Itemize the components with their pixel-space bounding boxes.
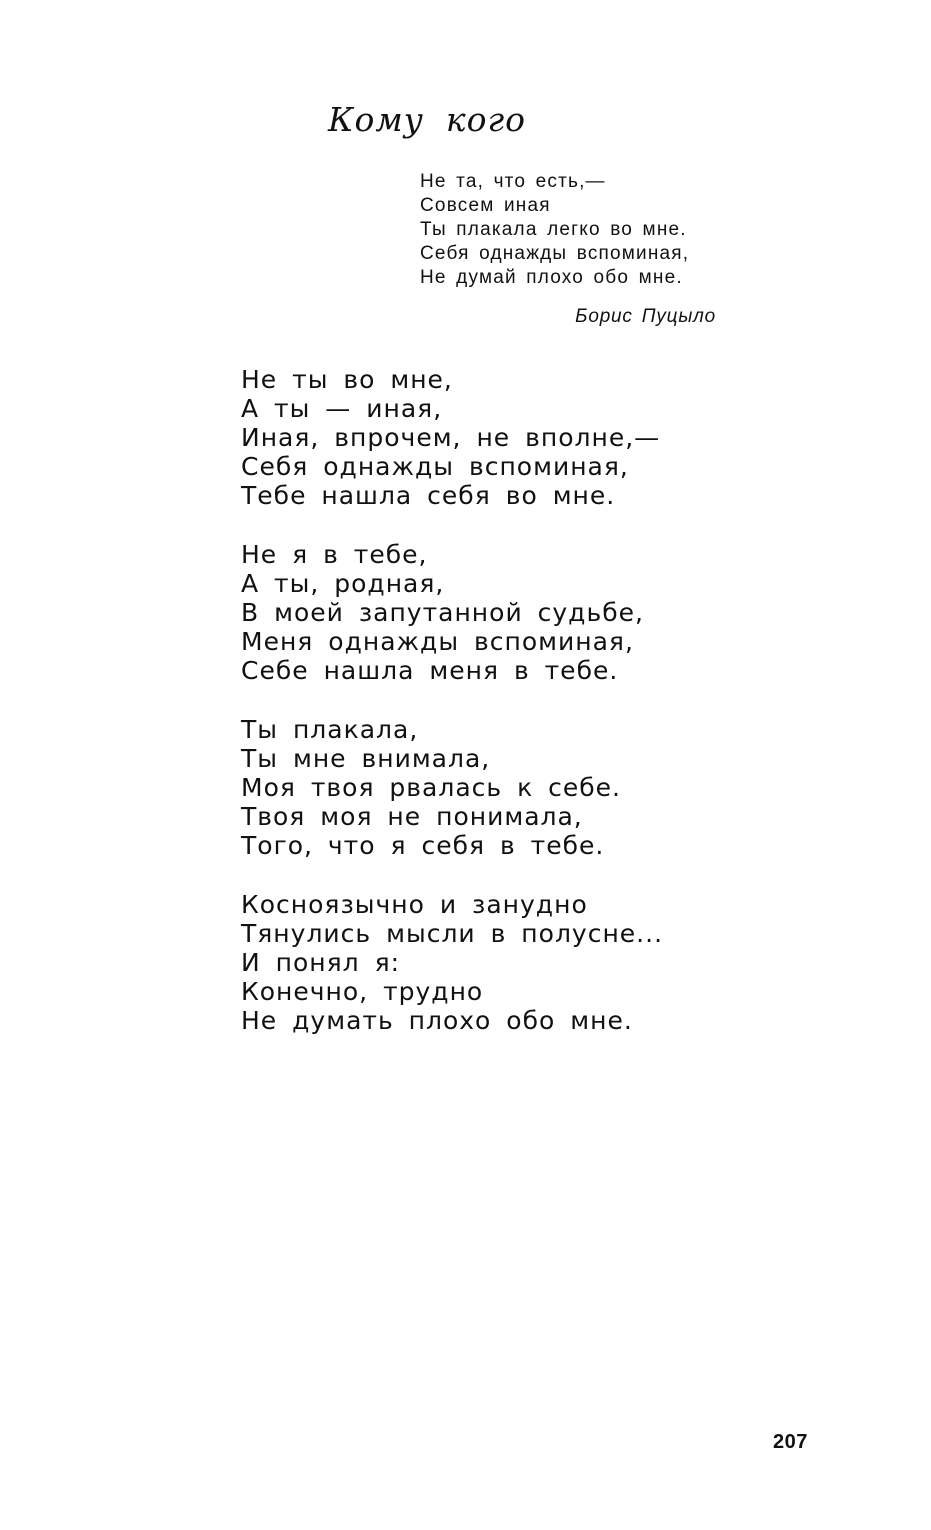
stanza-4 (241, 890, 663, 1035)
poem-line: Себе нашла меня в тебе. (241, 656, 619, 685)
poem-line: Не думать плохо обо мне. (241, 1006, 633, 1035)
epigraph (420, 170, 689, 290)
poem-line: Не ты во мне, (241, 365, 453, 394)
poem-line: А ты — иная, (241, 394, 443, 423)
poem-line: Того, что я себя в тебе. (241, 831, 605, 860)
epigraph-line: Совсем иная (420, 195, 551, 216)
epigraph-line: Ты плакала легко во мне. (420, 219, 687, 240)
stanza-1 (241, 365, 663, 510)
epigraph-line: Не думай плохо обо мне. (420, 267, 683, 288)
poem-line: В моей запутанной судьбе, (241, 598, 644, 627)
title-word-2: кого (445, 100, 527, 139)
poem-line: Тянулись мысли в полусне... (241, 919, 664, 948)
poem-line: Косноязычно и занудно (241, 890, 588, 919)
page-number: 207 (773, 1431, 808, 1453)
poem-line: Ты мне внимала, (241, 744, 491, 773)
poem-line: Ты плакала, (241, 715, 419, 744)
poem-line: Тебе нашла себя во мне. (241, 481, 616, 510)
poem-body (241, 365, 663, 1065)
epigraph-line: Не та, что есть,— (420, 171, 606, 192)
epigraph-line: Себя однажды вспоминая, (420, 243, 690, 264)
stanza-3 (241, 715, 663, 860)
poem-line: Себя однажды вспоминая, (241, 452, 629, 481)
poem-line: Иная, впрочем, не вполне,— (241, 423, 661, 452)
epigraph-author: Борис Пуцыло (575, 306, 716, 327)
title-word-1: Кому (328, 100, 424, 139)
poem-line: Моя твоя рвалась к себе. (241, 773, 621, 802)
poem-line: Конечно, трудно (241, 977, 484, 1006)
poem-line: Твоя моя не понимала, (241, 802, 583, 831)
stanza-2 (241, 540, 663, 685)
poem-line: А ты, родная, (241, 569, 445, 598)
poem-title (328, 100, 526, 139)
poem-line: Не я в тебе, (241, 540, 428, 569)
poem-line: Меня однажды вспоминая, (241, 627, 634, 656)
poem-line: И понял я: (241, 948, 401, 977)
